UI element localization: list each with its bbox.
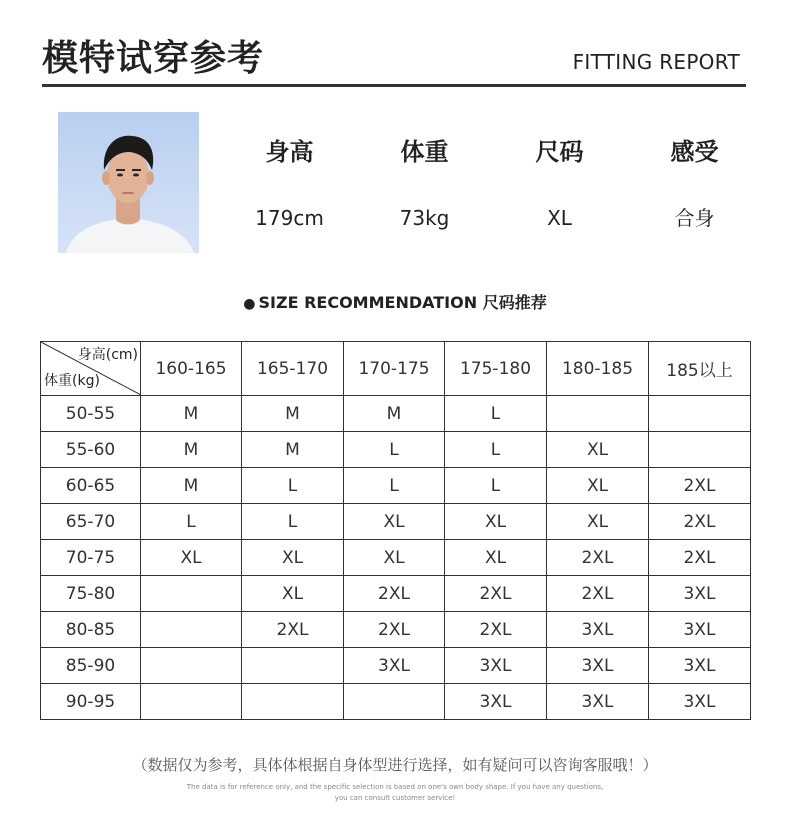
size-cell: L <box>242 468 344 504</box>
size-cell: XL <box>242 540 344 576</box>
size-cell: L <box>344 468 445 504</box>
table-row <box>41 576 751 612</box>
height-column-header: 160-165 <box>141 342 242 396</box>
disclaimer-en <box>150 782 640 804</box>
size-cell: M <box>242 432 344 468</box>
disclaimer-en-line2: you can consult customer service! <box>334 794 456 802</box>
table-row <box>41 432 751 468</box>
table-row <box>41 540 751 576</box>
weight-row-header: 90-95 <box>41 684 141 720</box>
size-cell: 2XL <box>649 504 751 540</box>
size-cell: 3XL <box>649 684 751 720</box>
size-cell: 3XL <box>649 648 751 684</box>
height-column-header: 165-170 <box>242 342 344 396</box>
size-cell: XL <box>344 504 445 540</box>
weight-row-header: 70-75 <box>41 540 141 576</box>
size-cell: M <box>141 396 242 432</box>
size-cell: L <box>344 432 445 468</box>
size-cell <box>547 396 649 432</box>
height-column-header: 185以上 <box>649 342 751 396</box>
size-cell <box>242 648 344 684</box>
size-cell: XL <box>344 540 445 576</box>
stat-label-size: 尺码 <box>535 138 584 166</box>
size-cell: 2XL <box>344 576 445 612</box>
weight-row-header: 85-90 <box>41 648 141 684</box>
height-column-header: 175-180 <box>445 342 547 396</box>
size-cell: L <box>445 432 547 468</box>
size-cell: L <box>445 396 547 432</box>
size-cell: 2XL <box>242 612 344 648</box>
model-stats <box>222 130 762 240</box>
size-cell: XL <box>445 504 547 540</box>
size-cell: 3XL <box>547 648 649 684</box>
size-cell <box>242 684 344 720</box>
model-photo <box>58 112 199 253</box>
table-row <box>41 468 751 504</box>
size-cell <box>649 396 751 432</box>
weight-row-header: 50-55 <box>41 396 141 432</box>
size-cell: 3XL <box>649 576 751 612</box>
size-cell: 2XL <box>649 468 751 504</box>
size-cell: 3XL <box>649 612 751 648</box>
size-cell: M <box>141 432 242 468</box>
stat-labels-row <box>222 130 762 174</box>
size-cell: XL <box>547 432 649 468</box>
size-cell: L <box>242 504 344 540</box>
disclaimer-cn: （数据仅为参考，具体体根据自身体型进行选择，如有疑问可以咨询客服哦！） <box>132 756 658 774</box>
header-divider <box>42 84 746 87</box>
stat-label-fit: 感受 <box>670 138 719 166</box>
size-cell: L <box>445 468 547 504</box>
size-cell <box>141 684 242 720</box>
stat-value-size: XL <box>547 206 572 230</box>
height-column-header: 180-185 <box>547 342 649 396</box>
stat-label-height: 身高 <box>265 138 314 166</box>
table-row <box>41 648 751 684</box>
size-cell: L <box>141 504 242 540</box>
table-row <box>41 504 751 540</box>
weight-row-header: 75-80 <box>41 576 141 612</box>
table-row <box>41 612 751 648</box>
size-cell: 3XL <box>547 612 649 648</box>
size-cell: XL <box>547 468 649 504</box>
table-row <box>41 396 751 432</box>
stat-value-height: 179cm <box>255 206 324 230</box>
size-recommendation-title <box>0 290 790 313</box>
size-cell: XL <box>547 504 649 540</box>
table-row <box>41 684 751 720</box>
bullet-icon: ● <box>243 296 256 312</box>
page-title-cn: 模特试穿参考 <box>42 38 265 79</box>
stat-label-weight: 体重 <box>400 138 449 166</box>
size-cell: M <box>344 396 445 432</box>
weight-row-header: 80-85 <box>41 612 141 648</box>
height-column-header: 170-175 <box>344 342 445 396</box>
size-cell <box>141 648 242 684</box>
size-cell: 2XL <box>445 612 547 648</box>
size-cell: 2XL <box>547 540 649 576</box>
corner-weight-label: 体重(kg) <box>44 373 100 389</box>
size-cell: 3XL <box>547 684 649 720</box>
size-cell: 2XL <box>649 540 751 576</box>
size-cell: 3XL <box>445 648 547 684</box>
size-cell: 3XL <box>344 648 445 684</box>
size-cell: M <box>242 396 344 432</box>
size-cell: XL <box>141 540 242 576</box>
size-table-corner-cell <box>41 342 141 396</box>
size-cell <box>344 684 445 720</box>
weight-row-header: 65-70 <box>41 504 141 540</box>
stat-value-weight: 73kg <box>399 206 450 230</box>
size-recommendation-label: SIZE RECOMMENDATION 尺码推荐 <box>258 293 547 312</box>
model-portrait-icon <box>58 112 199 253</box>
size-cell: 2XL <box>547 576 649 612</box>
size-cell <box>141 612 242 648</box>
size-cell: 2XL <box>445 576 547 612</box>
stat-value-fit: 合身 <box>674 206 715 230</box>
size-cell <box>649 432 751 468</box>
size-table-header-row <box>41 342 751 396</box>
page-title-en: FITTING REPORT <box>572 50 740 74</box>
weight-row-header: 55-60 <box>41 432 141 468</box>
size-cell: 2XL <box>344 612 445 648</box>
size-cell: XL <box>445 540 547 576</box>
stat-values-row <box>222 174 762 240</box>
size-cell: 3XL <box>445 684 547 720</box>
disclaimer-en-line1: The data is for reference only, and the specific selection is based on one's own body shape. If you have any questions, <box>186 783 604 791</box>
size-cell: XL <box>242 576 344 612</box>
size-cell <box>141 576 242 612</box>
weight-row-header: 60-65 <box>41 468 141 504</box>
size-cell: M <box>141 468 242 504</box>
corner-height-label: 身高(cm) <box>77 347 138 363</box>
size-chart-table <box>40 341 751 720</box>
